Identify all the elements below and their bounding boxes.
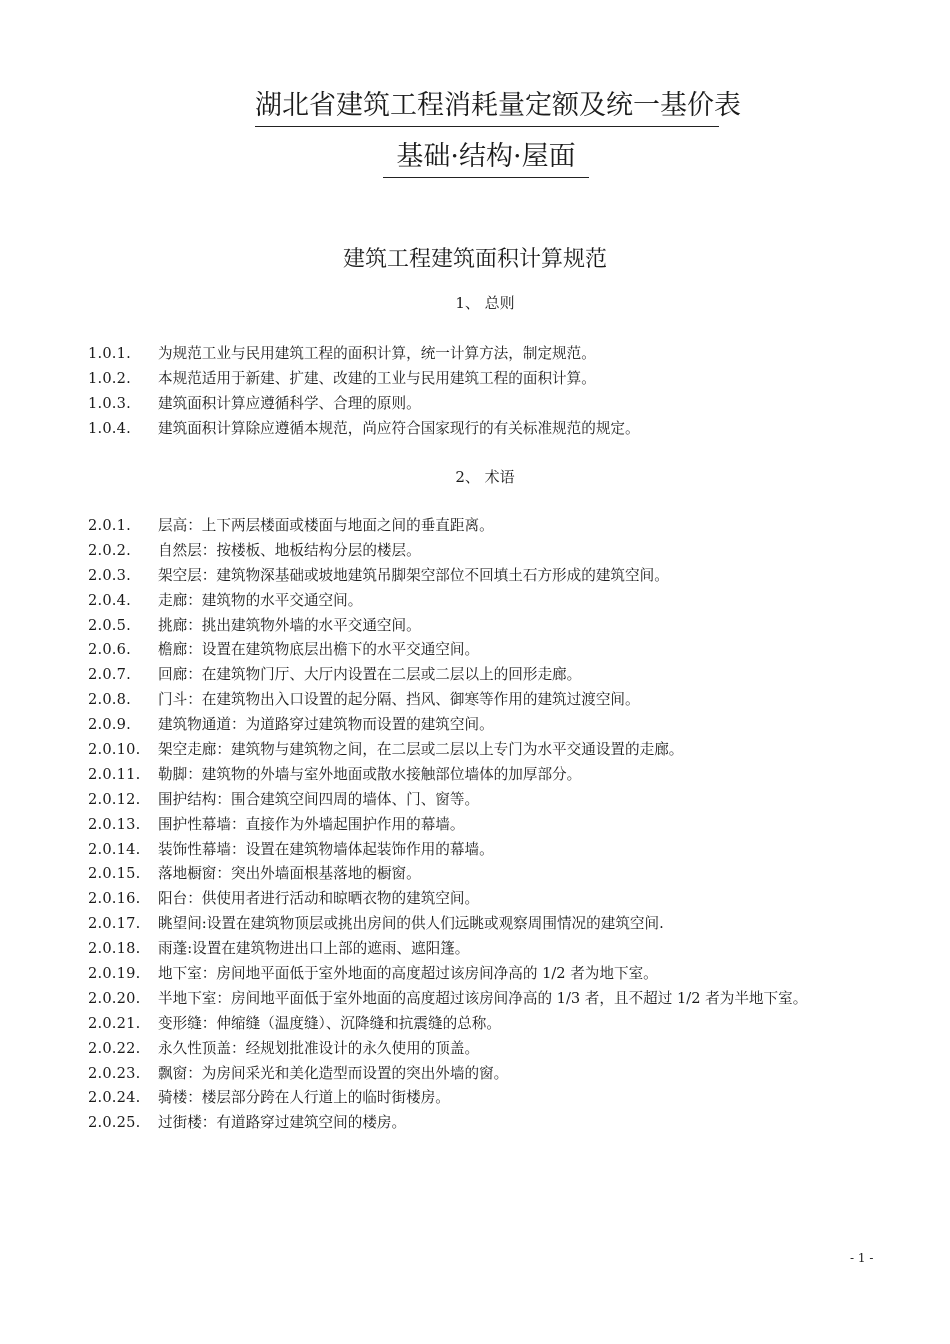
clause-number: 2.0.5. bbox=[88, 616, 131, 634]
clause-number: 2.0.17. bbox=[88, 915, 141, 933]
clause-number: 1.0.4. bbox=[88, 419, 131, 437]
clause-number: 2.0.4. bbox=[88, 591, 131, 609]
clause-number: 2.0.15. bbox=[88, 865, 141, 883]
clause-item bbox=[88, 564, 807, 589]
clause-list-terms bbox=[88, 514, 807, 1136]
clause-text: 建筑面积计算除应遵循本规范，尚应符合国家现行的有关标准规范的规定。 bbox=[158, 419, 640, 437]
clause-item bbox=[88, 813, 807, 838]
document-title: 建筑工程建筑面积计算规范 bbox=[342, 247, 607, 272]
clause-item bbox=[88, 763, 807, 788]
clause-text: 门斗：在建筑物出入口设置的起分隔、挡风、御寒等作用的建筑过渡空间。 bbox=[158, 691, 640, 709]
clause-item bbox=[88, 862, 807, 887]
clause-item bbox=[88, 838, 807, 863]
clause-item bbox=[88, 1062, 807, 1087]
clause-number: 2.0.23. bbox=[88, 1064, 141, 1082]
clause-item bbox=[88, 1012, 807, 1037]
clause-number: 2.0.13. bbox=[88, 815, 141, 833]
clause-number: 2.0.10. bbox=[88, 741, 141, 759]
clause-text: 变形缝：伸缩缝（温度缝）、沉降缝和抗震缝的总称。 bbox=[158, 1014, 501, 1032]
clause-item bbox=[88, 663, 807, 688]
clause-text: 落地橱窗：突出外墙面根基落地的橱窗。 bbox=[158, 865, 421, 883]
clause-text: 本规范适用于新建、扩建、改建的工业与民用建筑工程的面积计算。 bbox=[158, 369, 596, 387]
clause-text: 半地下室：房间地平面低于室外地面的高度超过该房间净高的 1/3 者，且不超过 1/2 者为半地下室。 bbox=[158, 989, 808, 1007]
clause-number: 1.0.1. bbox=[88, 345, 131, 362]
clause-item bbox=[88, 1086, 807, 1111]
clause-item bbox=[88, 713, 807, 738]
clause-number: 2.0.11. bbox=[88, 765, 141, 783]
clause-number: 2.0.16. bbox=[88, 890, 141, 908]
clause-item bbox=[88, 912, 807, 937]
clause-text: 建筑面积计算应遵循科学、合理的原则。 bbox=[158, 394, 421, 412]
clause-number: 2.0.20. bbox=[88, 989, 141, 1007]
clause-item bbox=[88, 1111, 807, 1136]
clause-item bbox=[88, 1037, 807, 1062]
clause-item bbox=[88, 589, 807, 614]
section-heading-general: 1、 总则 bbox=[455, 294, 515, 312]
clause-item bbox=[88, 614, 807, 639]
clause-item bbox=[88, 887, 807, 912]
clause-text: 过街楼：有道路穿过建筑空间的楼房。 bbox=[158, 1114, 407, 1132]
clause-number: 2.0.7. bbox=[88, 666, 131, 684]
clause-text: 自然层：按楼板、地板结构分层的楼层。 bbox=[158, 541, 421, 559]
clause-item bbox=[88, 738, 807, 763]
clause-text: 架空走廊：建筑物与建筑物之间，在二层或二层以上专门为水平交通设置的走廊。 bbox=[158, 741, 684, 759]
clause-item bbox=[88, 342, 640, 367]
clause-number: 2.0.2. bbox=[88, 541, 131, 559]
clause-text: 地下室：房间地平面低于室外地面的高度超过该房间净高的 1/2 者为地下室。 bbox=[158, 965, 658, 983]
clause-number: 1.0.3. bbox=[88, 394, 131, 412]
clause-number: 2.0.8. bbox=[88, 691, 131, 709]
clause-text: 为规范工业与民用建筑工程的面积计算，统一计算方法，制定规范。 bbox=[158, 345, 596, 362]
clause-number: 2.0.19. bbox=[88, 965, 141, 983]
clause-number: 2.0.14. bbox=[88, 840, 141, 858]
clause-number: 2.0.22. bbox=[88, 1039, 141, 1057]
clause-item bbox=[88, 937, 807, 962]
clause-text: 永久性顶盖：经规划批准设计的永久使用的顶盖。 bbox=[158, 1039, 480, 1057]
clause-item bbox=[88, 987, 807, 1012]
clause-number: 2.0.12. bbox=[88, 790, 141, 808]
clause-text: 架空层：建筑物深基础或坡地建筑吊脚架空部位不回填土石方形成的建筑空间。 bbox=[158, 566, 669, 584]
clause-item bbox=[88, 788, 807, 813]
clause-text: 雨蓬:设置在建筑物进出口上部的遮雨、遮阳篷。 bbox=[158, 940, 470, 958]
clause-text: 阳台：供使用者进行活动和晾晒衣物的建筑空间。 bbox=[158, 890, 480, 908]
clause-text: 眺望间:设置在建筑物顶层或挑出房间的供人们远眺或观察周围情况的建筑空间. bbox=[158, 915, 664, 933]
clause-text: 装饰性幕墙：设置在建筑物墙体起装饰作用的幕墙。 bbox=[158, 840, 494, 858]
clause-number: 2.0.1. bbox=[88, 517, 131, 534]
clause-text: 围护性幕墙：直接作为外墙起围护作用的幕墙。 bbox=[158, 815, 465, 833]
clause-number: 2.0.18. bbox=[88, 940, 141, 958]
clause-number: 2.0.9. bbox=[88, 716, 131, 734]
clause-number: 2.0.24. bbox=[88, 1089, 141, 1107]
clause-number: 2.0.3. bbox=[88, 566, 131, 584]
page-number: - 1 - bbox=[850, 1251, 874, 1265]
clause-text: 走廊：建筑物的水平交通空间。 bbox=[158, 591, 363, 609]
clause-number: 1.0.2. bbox=[88, 369, 131, 387]
clause-text: 回廊：在建筑物门厅、大厅内设置在二层或二层以上的回形走廊。 bbox=[158, 666, 582, 684]
clause-text: 勒脚：建筑物的外墙与室外地面或散水接触部位墙体的加厚部分。 bbox=[158, 765, 582, 783]
clause-item bbox=[88, 514, 807, 539]
clause-item bbox=[88, 539, 807, 564]
document-header-title: 湖北省建筑工程消耗量定额及统一基价表 bbox=[255, 86, 719, 127]
clause-item bbox=[88, 367, 640, 392]
clause-item bbox=[88, 688, 807, 713]
document-header-subtitle: 基础·结构·屋面 bbox=[383, 137, 589, 178]
clause-text: 建筑物通道：为道路穿过建筑物而设置的建筑空间。 bbox=[158, 716, 494, 734]
clause-item bbox=[88, 392, 640, 417]
clause-item bbox=[88, 638, 807, 663]
clause-text: 层高：上下两层楼面或楼面与地面之间的垂直距离。 bbox=[158, 517, 494, 534]
clause-text: 檐廊：设置在建筑物底层出檐下的水平交通空间。 bbox=[158, 641, 480, 659]
section-heading-terms: 2、 术语 bbox=[455, 468, 515, 486]
clause-text: 挑廊：挑出建筑物外墙的水平交通空间。 bbox=[158, 616, 421, 634]
clause-text: 骑楼：楼层部分跨在人行道上的临时街楼房。 bbox=[158, 1089, 450, 1107]
clause-number: 2.0.21. bbox=[88, 1014, 141, 1032]
clause-item bbox=[88, 962, 807, 987]
clause-item bbox=[88, 417, 640, 442]
clause-list-general bbox=[88, 342, 640, 442]
clause-text: 飘窗：为房间采光和美化造型而设置的突出外墙的窗。 bbox=[158, 1064, 509, 1082]
clause-number: 2.0.6. bbox=[88, 641, 131, 659]
clause-number: 2.0.25. bbox=[88, 1114, 141, 1132]
clause-text: 围护结构：围合建筑空间四周的墙体、门、窗等。 bbox=[158, 790, 480, 808]
